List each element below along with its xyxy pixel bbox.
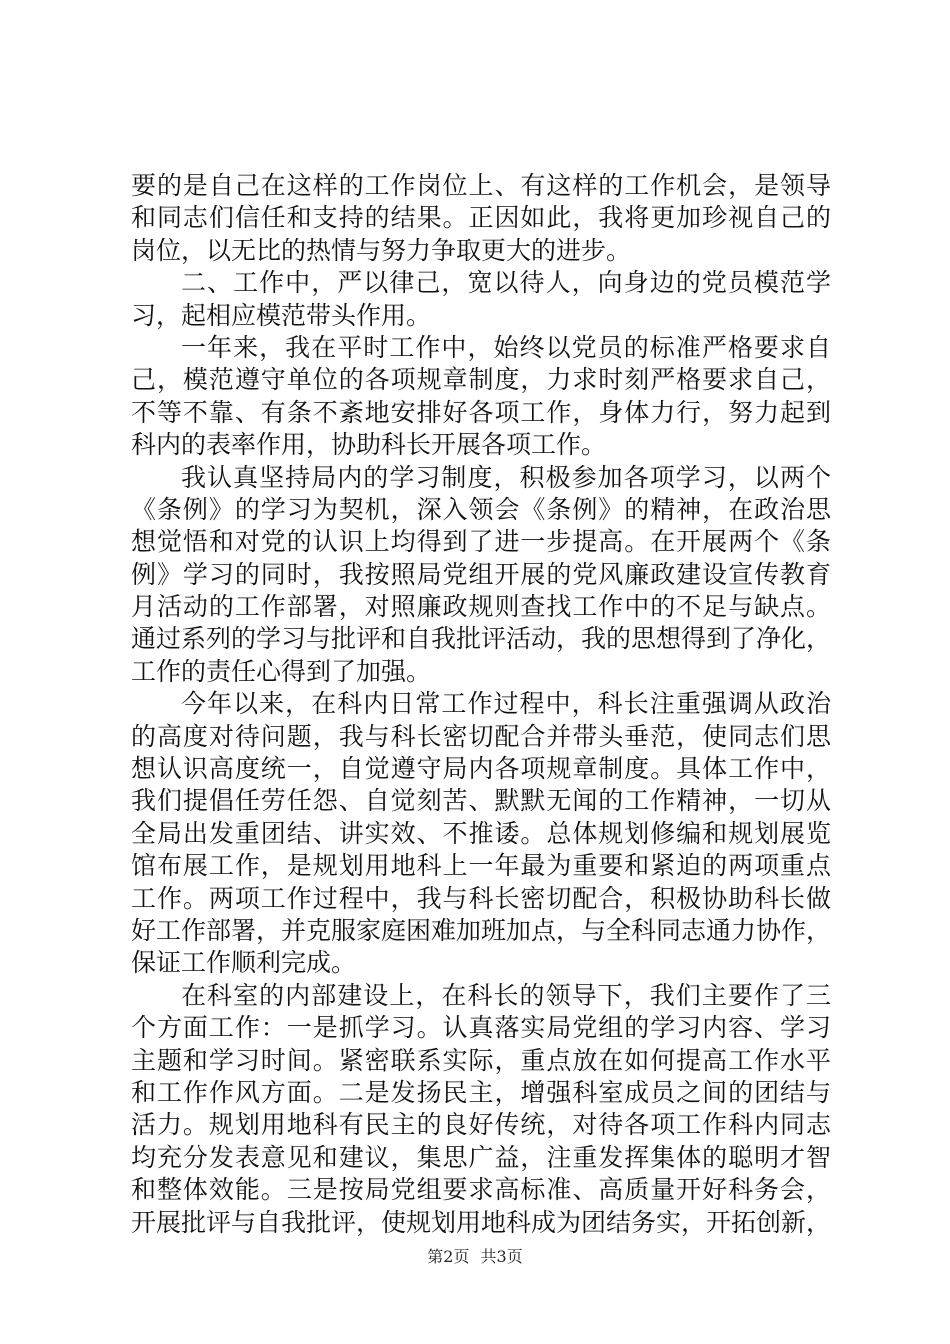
text-line: 想觉悟和对党的认识上均得到了进一步提高。在开展两个《条 (131, 527, 831, 557)
text-line: 《条例》的学习为契机，深入领会《条例》的精神，在政治思 (131, 494, 831, 524)
text-line: 全局出发重团结、讲实效、不推诿。总体规划修编和规划展览 (131, 818, 831, 848)
text-line: 和工作作风方面。二是发扬民主，增强科室成员之间的团结与 (131, 1077, 831, 1107)
text-line: 在科室的内部建设上，在科长的领导下，我们主要作了三 (181, 980, 831, 1010)
text-line: 活力。规划用地科有民主的良好传统，对待各项工作科内同志 (131, 1110, 831, 1140)
text-line: 习，起相应模范带头作用。 (131, 300, 432, 330)
text-line: 好工作部署，并克服家庭困难加班加点，与全科同志通力协作， (131, 915, 832, 945)
text-line: 岗位，以无比的热情与努力争取更大的进步。 (131, 235, 632, 265)
text-line: 二、工作中，严以律己，宽以待人，向身边的党员模范学 (181, 268, 831, 298)
text-line: 想认识高度统一，自觉遵守局内各项规章制度。具体工作中， (131, 754, 831, 784)
text-line: 馆布展工作，是规划用地科上一年最为重要和紧迫的两项重点 (131, 851, 831, 881)
text-line: 的高度对待问题，我与科长密切配合并带头垂范，使同志们思 (131, 721, 831, 751)
text-line: 开展批评与自我批评，使规划用地科成为团结务实，开拓创新， (131, 1207, 832, 1237)
text-line: 我们提倡任劳任怨、自觉刻苦、默默无闻的工作精神，一切从 (131, 786, 831, 816)
text-line: 己，模范遵守单位的各项规章制度，力求时刻严格要求自己， (131, 365, 831, 395)
text-line: 今年以来，在科内日常工作过程中，科长注重强调从政治 (181, 689, 831, 719)
text-line: 工作。两项工作过程中，我与科长密切配合，积极协助科长做 (131, 883, 831, 913)
text-line: 我认真坚持局内的学习制度，积极参加各项学习，以两个 (181, 462, 831, 492)
text-line: 保证工作顺利完成。 (131, 948, 357, 978)
text-line: 主题和学习时间。紧密联系实际，重点放在如何提高工作水平 (131, 1045, 831, 1075)
page-footer (0, 1246, 950, 1268)
text-line: 要的是自己在这样的工作岗位上、有这样的工作机会，是领导 (131, 171, 831, 200)
text-line: 工作的责任心得到了加强。 (131, 656, 432, 686)
text-line: 均充分发表意见和建议，集思广益，注重发挥集体的聪明才智 (131, 1142, 831, 1172)
text-line: 月活动的工作部署，对照廉政规则查找工作中的不足与缺点。 (131, 592, 831, 622)
text-line: 和整体效能。三是按局党组要求高标准、高质量开好科务会， (131, 1175, 831, 1205)
text-line: 不等不靠、有条不紊地安排好各项工作，身体力行，努力起到 (131, 397, 831, 427)
text-line: 科内的表率作用，协助科长开展各项工作。 (131, 430, 607, 460)
text-line: 个方面工作：一是抓学习。认真落实局党组的学习内容、学习 (131, 1013, 831, 1043)
text-line: 和同志们信任和支持的结果。正因如此，我将更加珍视自己的 (131, 203, 831, 233)
text-line: 例》学习的同时，我按照局党组开展的党风廉政建设宣传教育 (131, 559, 831, 589)
page-number: 第2页 (427, 1247, 470, 1266)
document-body (131, 170, 831, 1239)
text-line: 一年来，我在平时工作中，始终以党员的标准严格要求自 (181, 332, 831, 362)
text-line: 通过系列的学习与批评和自我批评活动，我的思想得到了净化， (131, 624, 832, 654)
page-total: 共3页 (480, 1247, 523, 1266)
